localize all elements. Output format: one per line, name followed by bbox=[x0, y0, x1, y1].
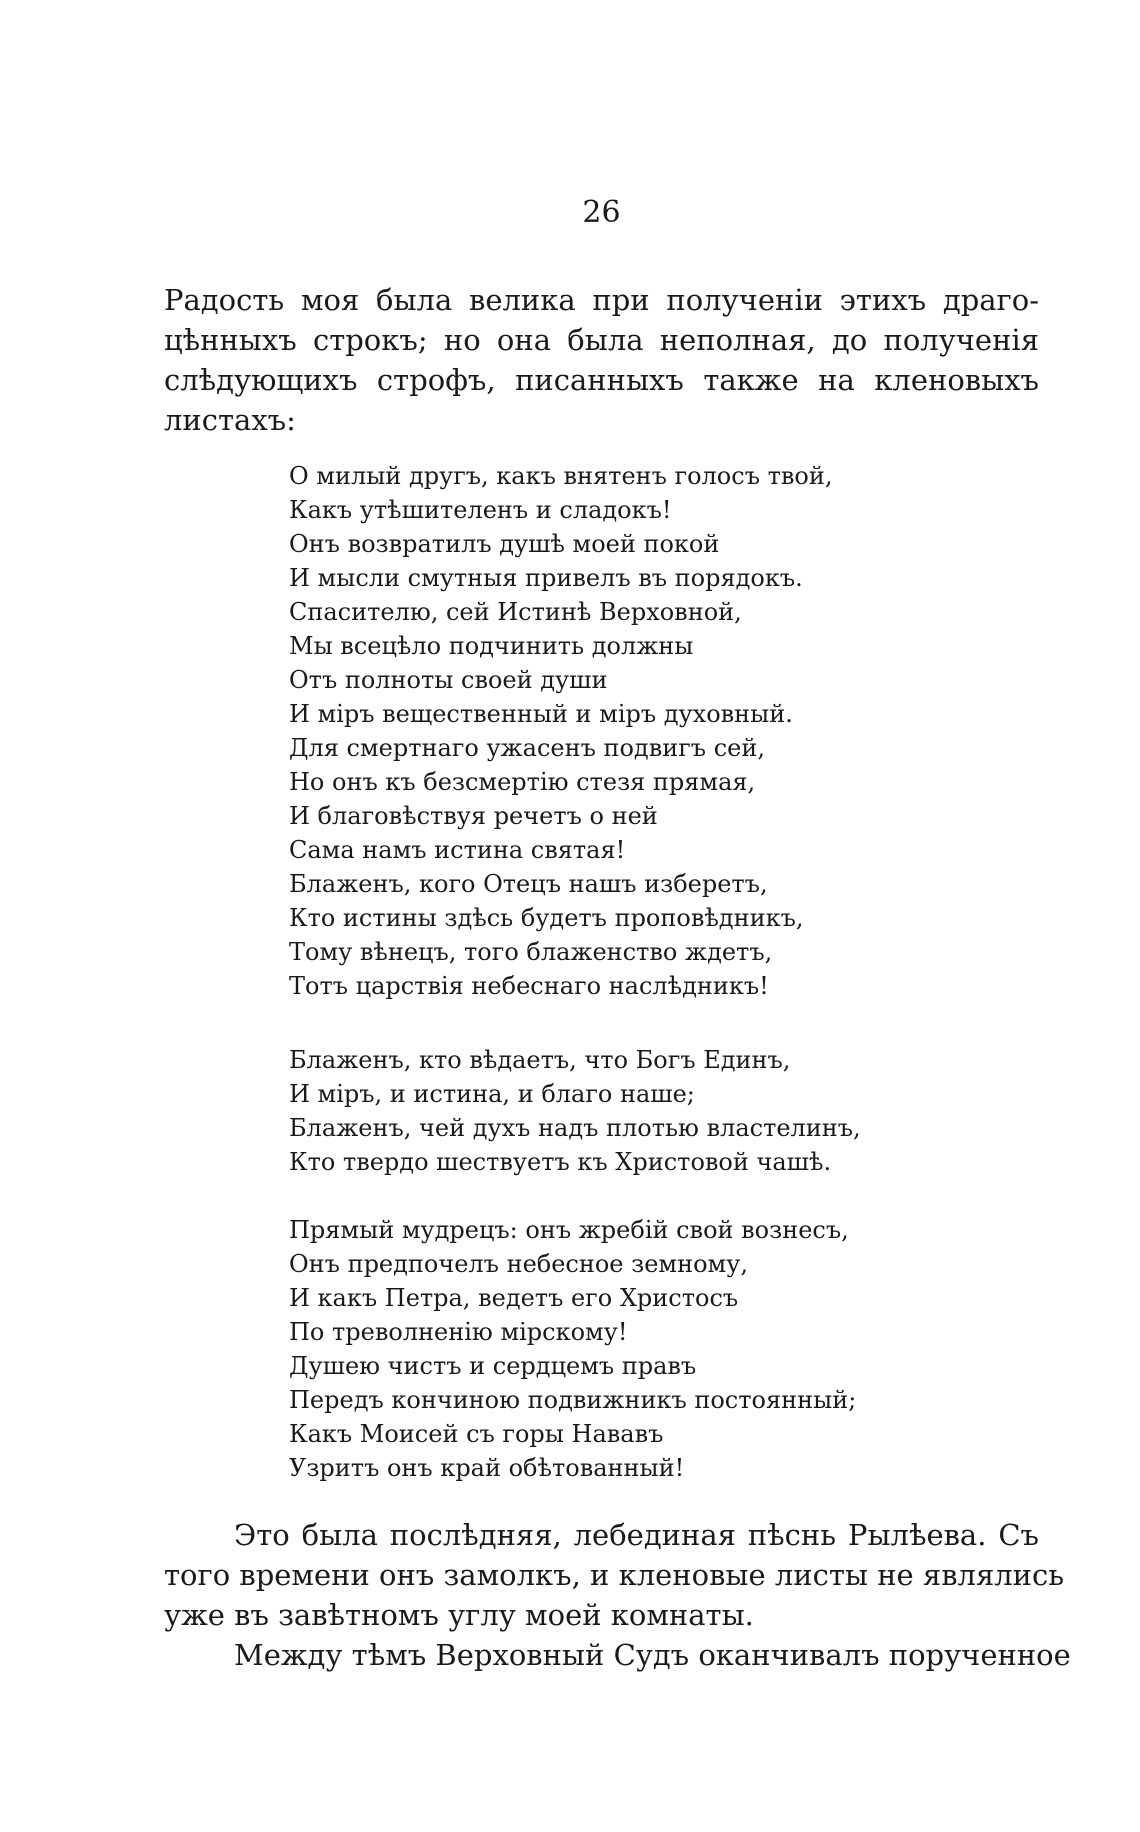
verse-line: Передъ кончиною подвижникъ постоянный; bbox=[289, 1386, 857, 1414]
verse-line: И какъ Петра, ведетъ его Христосъ bbox=[289, 1284, 739, 1312]
verse-line: Блаженъ, чей духъ надъ плотью властелинъ, bbox=[289, 1114, 861, 1142]
page-number: 26 bbox=[582, 195, 621, 230]
verse-line: Тому вѣнецъ, того блаженство ждетъ, bbox=[289, 938, 773, 966]
outro-line: того времени онъ замолкъ, и кленовые листы не являлись bbox=[164, 1558, 1065, 1592]
verse-line: Блаженъ, кто вѣдаетъ, что Богъ Единъ, bbox=[289, 1046, 791, 1074]
outro-paragraph bbox=[164, 1515, 1071, 1675]
verse-line: Узритъ онъ край обѣтованный! bbox=[289, 1454, 685, 1482]
verse-line: И мысли смутныя привелъ въ порядокъ. bbox=[289, 564, 803, 592]
verse-line: Спасителю, сей Истинѣ Верховной, bbox=[289, 598, 742, 626]
verse-line: Онъ возвратилъ душѣ моей покой bbox=[289, 530, 720, 558]
verse-line: Онъ предпочелъ небесное земному, bbox=[289, 1250, 748, 1278]
verse-line: Отъ полноты своей души bbox=[289, 666, 608, 694]
poem-stanza-3 bbox=[289, 1213, 1009, 1485]
verse-line: По треволненію мірскому! bbox=[289, 1318, 628, 1346]
verse-line: Какъ Моисей съ горы Нававъ bbox=[289, 1420, 664, 1448]
verse-line: Кто истины здѣсь будетъ проповѣдникъ, bbox=[289, 904, 804, 932]
outro-line: уже въ завѣтномъ углу моей комнаты. bbox=[164, 1598, 754, 1632]
verse-line: Но онъ къ безсмертію стезя прямая, bbox=[289, 768, 756, 796]
verse-line: Блаженъ, кого Отецъ нашъ изберетъ, bbox=[289, 870, 768, 898]
verse-line: Мы всецѣло подчинить должны bbox=[289, 632, 694, 660]
poem-stanza-1 bbox=[289, 459, 1009, 1003]
outro-line: Это была послѣдняя, лебединая пѣснь Рылѣева. Съ bbox=[234, 1518, 1039, 1552]
intro-line: Радость моя была велика при полученіи этихъ драго- bbox=[164, 283, 1039, 317]
outro-line: Между тѣмъ Верховный Судъ оканчивалъ порученное bbox=[234, 1638, 1071, 1672]
verse-line: Прямый мудрецъ: онъ жребій свой вознесъ, bbox=[289, 1216, 849, 1244]
verse-line: Душею чистъ и сердцемъ правъ bbox=[289, 1352, 697, 1380]
verse-line: Сама намъ истина святая! bbox=[289, 836, 626, 864]
verse-line: И благовѣствуя речетъ о ней bbox=[289, 802, 658, 830]
verse-line: Какъ утѣшителенъ и сладокъ! bbox=[289, 496, 672, 524]
verse-line: Для смертнаго ужасенъ подвигъ сей, bbox=[289, 734, 765, 762]
poem-stanza-2 bbox=[289, 1043, 1009, 1179]
verse-line: И міръ, и истина, и благо наше; bbox=[289, 1080, 695, 1108]
verse-line: Кто твердо шествуетъ къ Христовой чашѣ. bbox=[289, 1148, 832, 1176]
verse-line: И міръ вещественный и міръ духовный. bbox=[289, 700, 793, 728]
verse-line: Тотъ царствія небеснаго наслѣдникъ! bbox=[289, 972, 769, 1000]
intro-line: листахъ: bbox=[164, 403, 296, 437]
intro-paragraph bbox=[164, 280, 1039, 440]
intro-line: слѣдующихъ строфъ, писанныхъ также на кленовыхъ bbox=[164, 363, 1039, 397]
verse-line: О милый другъ, какъ внятенъ голосъ твой, bbox=[289, 462, 833, 490]
intro-line: цѣнныхъ строкъ; но она была неполная, до полученія bbox=[164, 323, 1039, 357]
